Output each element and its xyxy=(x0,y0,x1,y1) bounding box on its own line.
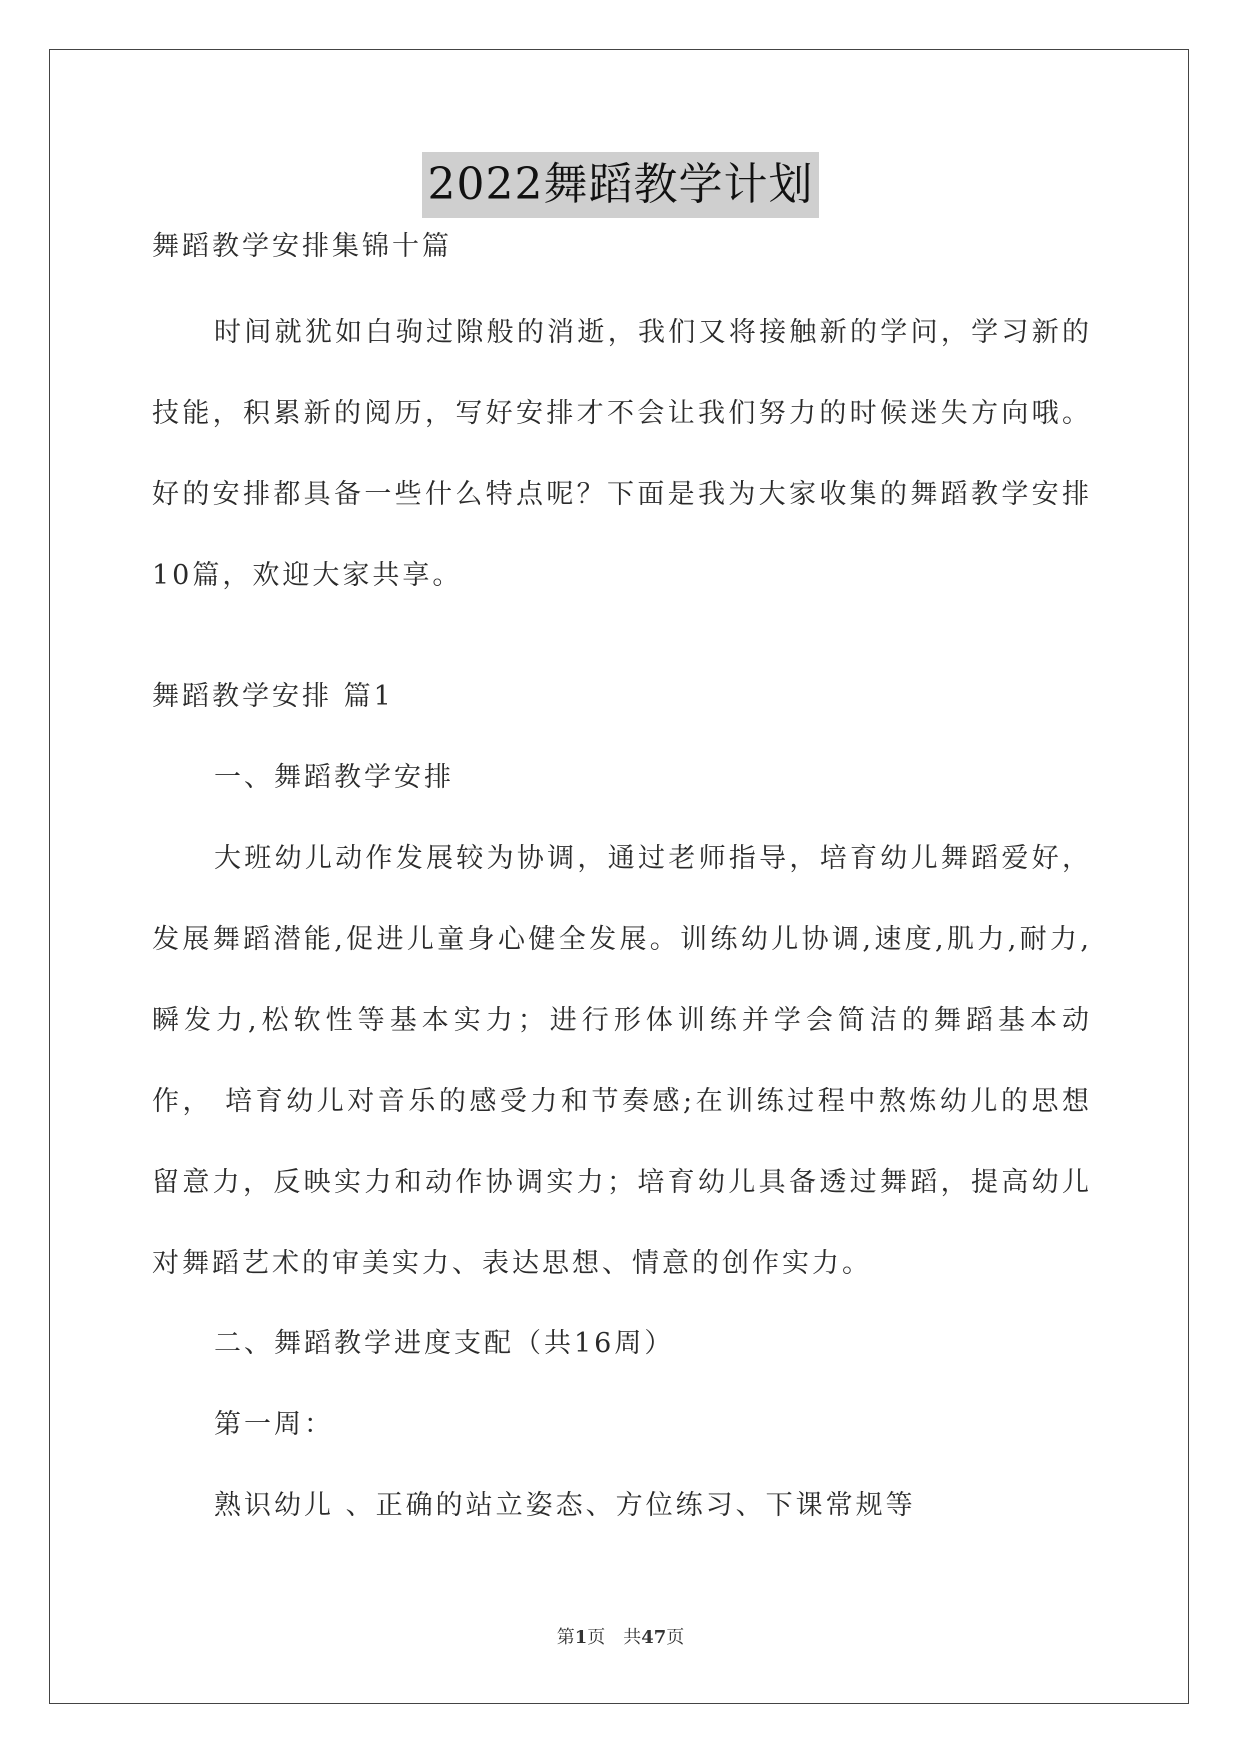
footer-page-current: 1 xyxy=(574,1627,588,1648)
part2-heading: 二、舞蹈教学进度支配（共16周） xyxy=(214,1328,675,1359)
week1-label: 第一周： xyxy=(214,1409,334,1440)
document-title: 2022舞蹈教学计划 xyxy=(422,152,820,218)
page-footer xyxy=(0,1626,1241,1650)
part1-body: 大班幼儿动作发展较为协调，通过老师指导，培育幼儿舞蹈爱好，发展舞蹈潜能,促进儿童身心健全发展。训练幼儿协调,速度,肌力,耐力,瞬发力,松软性等基本实力；进行形体训练并学会简洁的舞蹈基本动作， 培育幼儿对音乐的感受力和节奏感;在训练过程中熬炼幼儿的思想留意力，反映实力和动作协调实力；培育幼儿具备透过舞蹈，提高幼儿对舞蹈艺术的审美实力、表达思想、情意的创作实力。 xyxy=(152,843,1092,1279)
footer-page-prefix: 第 xyxy=(556,1627,575,1648)
footer-page-total: 47 xyxy=(641,1627,667,1648)
footer-page-suffix: 页 xyxy=(666,1627,685,1648)
section-heading: 舞蹈教学安排 篇1 xyxy=(152,681,394,712)
intro-paragraph: 时间就犹如白驹过隙般的消逝，我们又将接触新的学问，学习新的技能，积累新的阅历，写好安排才不会让我们努力的时候迷失方向哦。好的安排都具备一些什么特点呢？下面是我为大家收集的舞蹈教学安排10篇，欢迎大家共享。 xyxy=(152,317,1092,591)
week1-content: 熟识幼儿 、正确的站立姿态、方位练习、下课常规等 xyxy=(214,1490,916,1521)
part1-heading: 一、舞蹈教学安排 xyxy=(214,762,454,793)
footer-page-mid: 页 共 xyxy=(587,1627,642,1648)
document-subtitle: 舞蹈教学安排集锦十篇 xyxy=(152,231,452,262)
